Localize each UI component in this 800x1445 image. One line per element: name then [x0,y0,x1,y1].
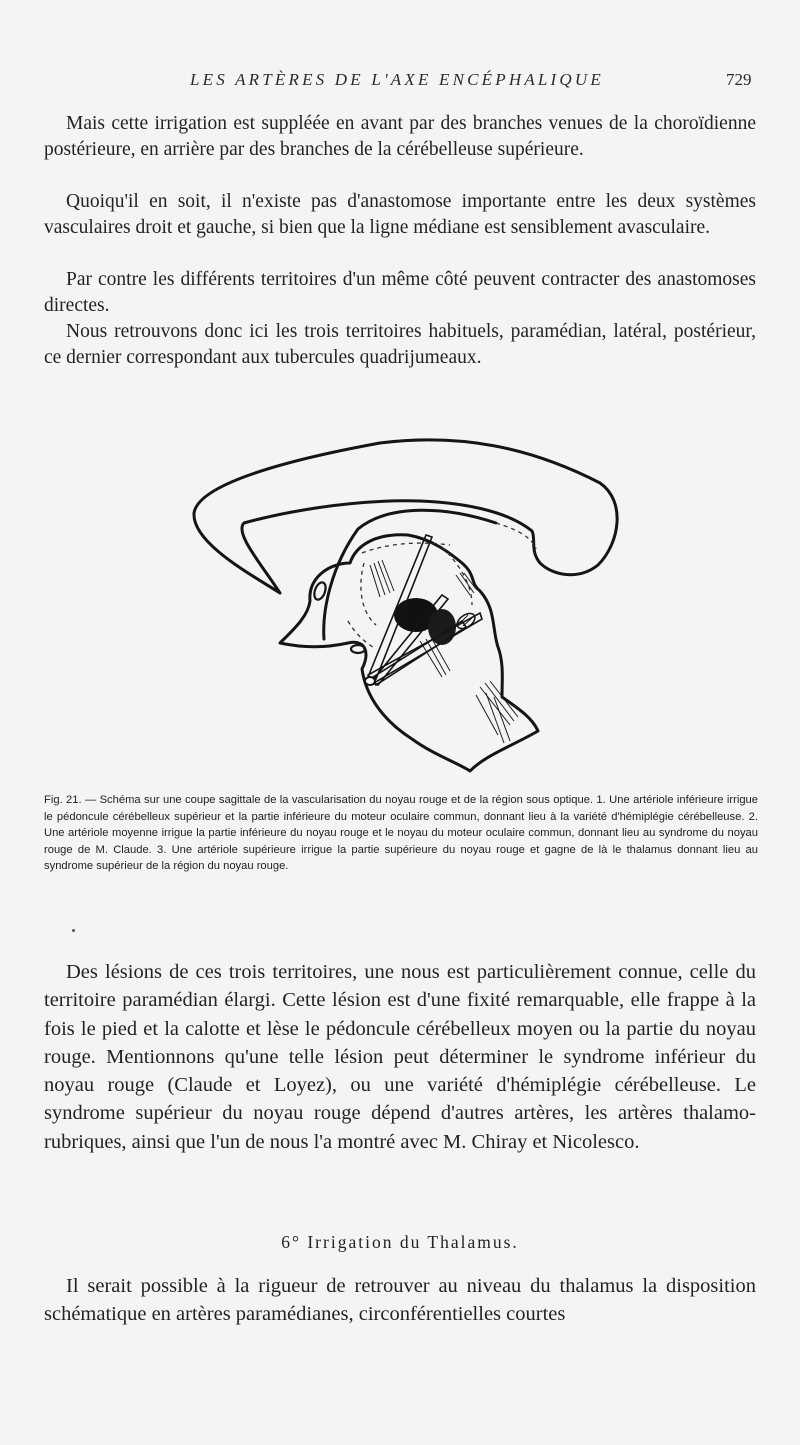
paragraph-2: Quoiqu'il en soit, il n'existe pas d'anastomose importante entre les deux systèmes vasculaires droit et gauche, si bien que la ligne médiane est sensiblement avasculaire. [44,191,756,238]
paragraph-4: Nous retrouvons donc ici les trois territoires habituels, paramédian, latéral, postérieur, ce dernier correspondant aux tubercules quadrijumeaux. [44,321,756,368]
section-heading: 6° Irrigation du Thalamus. [281,1232,519,1252]
figure-label: Fig. 21. — [44,794,97,806]
paragraph-5: Des lésions de ces trois territoires, une nous est particulièrement connue, celle du territoire paramédian élargi. Cette lésion est d'une fixité remarquable, elle frappe à la fois le pied et la calotte et lèse le pédoncule cérébelleux moyen ou la partie du noyau rouge. Mentionnons qu'une telle lésion peut déterminer le syndrome inférieur du noyau rouge (Claude et Loyez), ou une variété d'hémiplégie cérébelleuse. Le syndrome supérieur du noyau rouge dépend d'autres artères, les artères thalamo-rubriques, ainsi que l'un de nous l'a montré avec M. Chiray et Nicolesco. [44,961,756,1153]
print-speck [72,929,75,932]
paragraph-3: Par contre les différents territoires d'un même côté peuvent contracter des anastomoses directes. [44,269,756,316]
corpus-callosum-outline [194,440,617,593]
hatching [370,565,380,597]
paragraph-6: Il serait possible à la rigueur de retrouver au niveau du thalamus la disposition schématique en artères paramédianes, circonférentielles courtes [44,1275,756,1326]
running-head [0,70,800,94]
paragraph-1: Mais cette irrigation est suppléée en avant par des branches venues de la choroïdienne postérieure, en arrière par des branches de la cérébelleuse supérieure. [44,113,756,160]
running-title: LES ARTÈRES DE L'AXE ENCÉPHALIQUE [190,70,604,89]
sagittal-section-diagram [180,425,620,775]
figure-caption [44,792,758,875]
third-ventricle-recess [351,645,365,653]
figure-caption-text: Schéma sur une coupe sagittale de la vascularisation du noyau rouge et de la région sous optique. 1. Une artériole inférieure irrigue le pédoncule cérébelleux supérieur et la partie inférieure du moteur oculaire commun, donnant lieu à la variété d'hémiplégie cérébelleuse. 2. Une artériole moyenne irrigue la partie inférieure du noyau rouge et le noyau du moteur oculaire commun, donnant lieu au syndrome du noyau rouge de M. Claude. 3. Une artériole supérieure irrigue la partie supérieure du noyau rouge et gagne de là le thalamus donnant lieu au syndrome supérieur de la région du noyau rouge. [44,794,759,873]
figure-21 [180,425,620,775]
page-number: 729 [726,70,752,89]
arteriole-origin [365,677,375,685]
